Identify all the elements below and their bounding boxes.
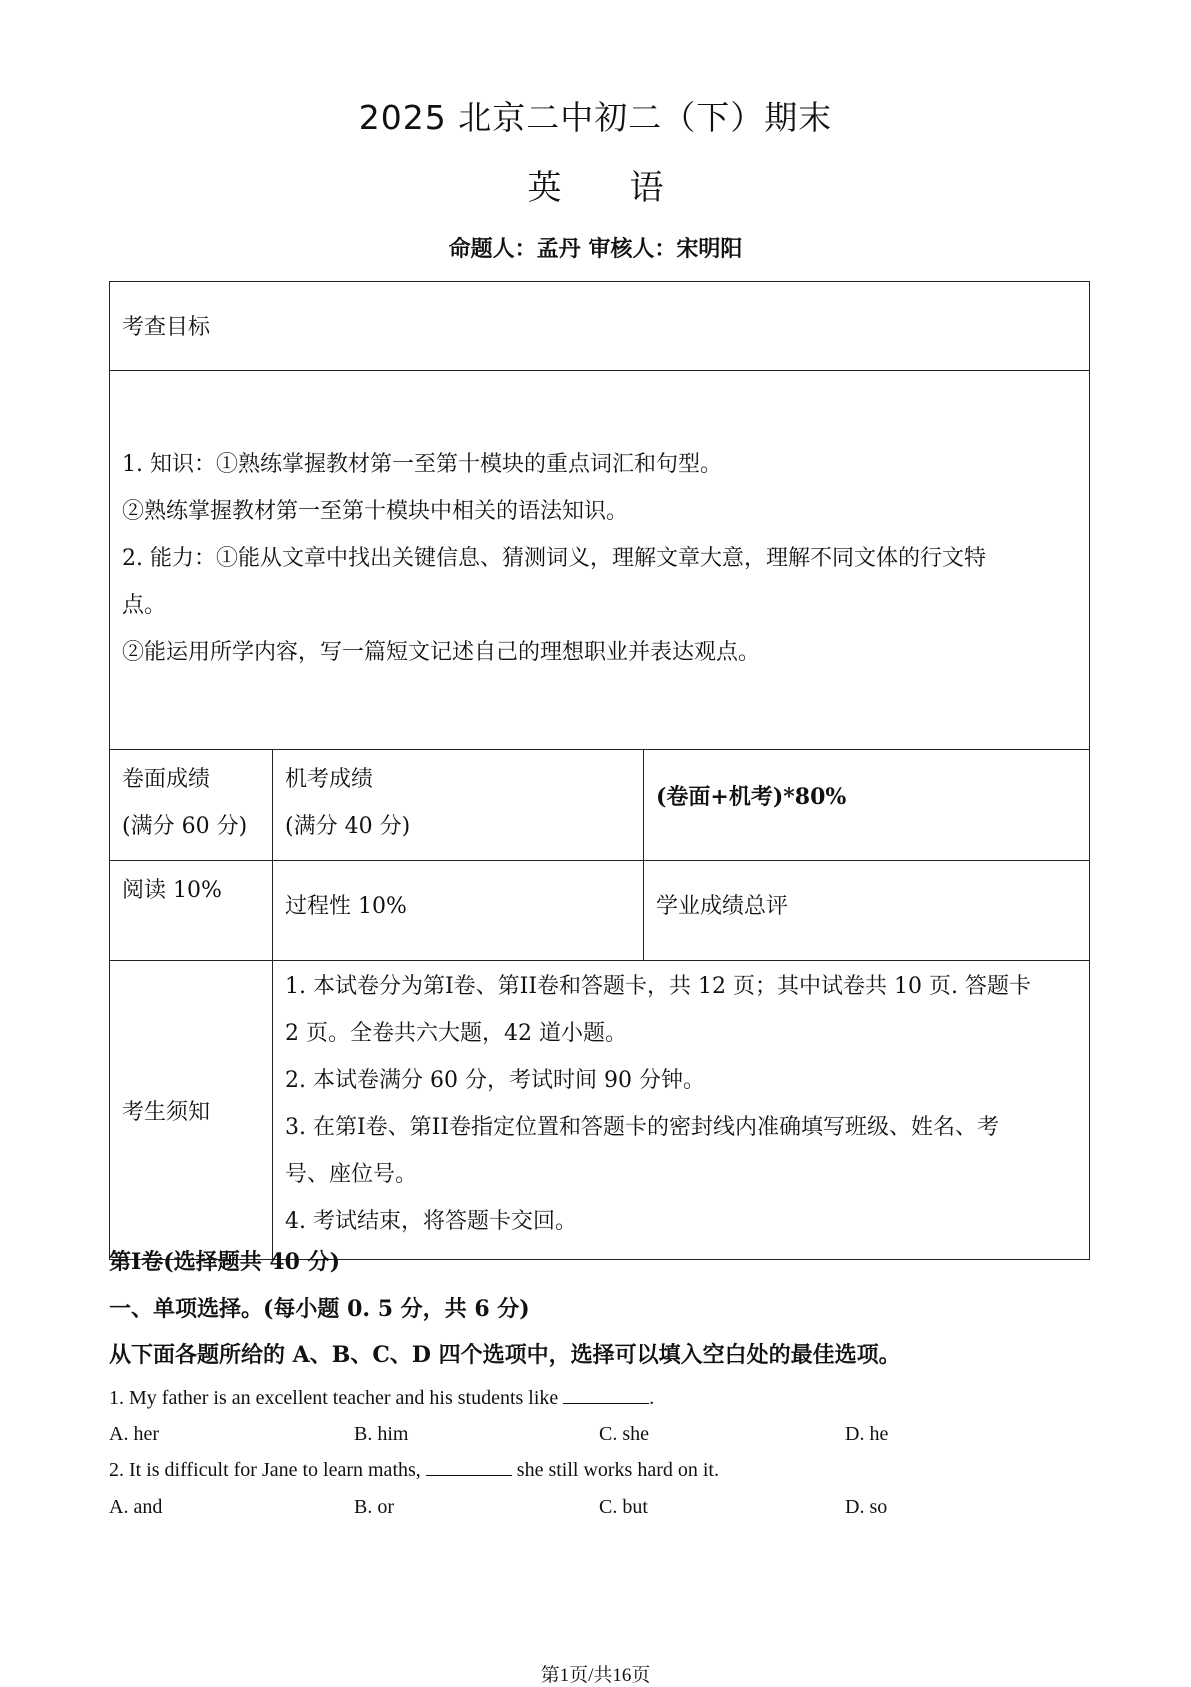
paper-score-label: 卷面成绩 (122, 767, 211, 792)
goal-line: 1. 知识：①熟练掌握教材第一至第十模块的重点词汇和句型。 (122, 452, 722, 477)
page-footer: 第1页/共16页 (540, 1665, 651, 1686)
machine-score-label: 机考成绩 (285, 767, 374, 792)
goal-line: 点。 (122, 593, 167, 618)
goal-line: 2. 能力：①能从文章中找出关键信息、猜测词义，理解文章大意，理解不同文体的行文特 (122, 546, 986, 571)
option-b: B. or (354, 1496, 394, 1518)
goal-label: 考查目标 (122, 315, 211, 340)
option-a: A. and (109, 1496, 163, 1518)
paper-score-cell (110, 750, 273, 861)
goal-label-cell (110, 282, 1090, 371)
answer-blank (426, 1461, 512, 1476)
subject-char-2: 语 (629, 168, 664, 208)
overall-cell (644, 861, 1090, 961)
question-stem: 1. My father is an excellent teacher and his students like (109, 1387, 559, 1409)
option-d: D. he (845, 1423, 889, 1445)
option-d: D. so (845, 1496, 888, 1518)
notice-label: 考生须知 (122, 1099, 211, 1125)
goal-line: ②能运用所学内容，写一篇短文记述自己的理想职业并表达观点。 (122, 640, 761, 665)
option-c: C. she (599, 1423, 649, 1445)
subject-title (0, 160, 1191, 209)
notice-line: 号、座位号。 (285, 1162, 418, 1187)
process-weight: 过程性 10% (285, 894, 407, 919)
goal-body-cell (110, 371, 1090, 750)
exam-title: 2025 北京二中初二（下）期末 (358, 98, 833, 137)
notice-line: 2. 本试卷满分 60 分，考试时间 90 分钟。 (285, 1068, 705, 1093)
question-stem: 2. It is difficult for Jane to learn maths, (109, 1459, 421, 1481)
option-b: B. him (354, 1423, 409, 1445)
notice-line: 4. 考试结束，将答题卡交回。 (285, 1209, 577, 1234)
exam-info-table (109, 281, 1090, 1260)
notice-line: 3. 在第I卷、第II卷指定位置和答题卡的密封线内准确填写班级、姓名、考 (285, 1115, 1000, 1140)
option-a: A. her (109, 1423, 159, 1445)
authors-line: 命题人：孟丹 审核人：宋明阳 (448, 236, 743, 262)
goal-line: ②熟练掌握教材第一至第十模块中相关的语法知识。 (122, 499, 629, 524)
reading-weight: 阅读 10% (122, 878, 222, 903)
overall-evaluation: 学业成绩总评 (656, 894, 789, 919)
process-cell (273, 861, 644, 961)
notice-list (285, 961, 1077, 1245)
goal-list (122, 371, 1077, 676)
answer-blank (563, 1389, 649, 1404)
part1-heading: 第I卷(选择题共 40 分) (109, 1249, 341, 1275)
section-instruction: 从下面各题所给的 A、B、C、D 四个选项中，选择可以填入空白处的最佳选项。 (109, 1342, 901, 1368)
question-2 (109, 1459, 719, 1482)
notice-line: 2 页。全卷共六大题，42 道小题。 (285, 1021, 627, 1046)
notice-body-cell (273, 961, 1090, 1260)
formula-cell (644, 750, 1090, 861)
section-title: 一、单项选择。(每小题 0. 5 分，共 6 分) (109, 1296, 530, 1322)
question-1 (109, 1387, 654, 1410)
question-stem-end: . (649, 1387, 655, 1409)
machine-score-cell (273, 750, 644, 861)
subject-char-1: 英 (527, 168, 562, 208)
notice-line: 1. 本试卷分为第I卷、第II卷和答题卡，共 12 页；其中试卷共 10 页. 答题卡 (285, 974, 1032, 999)
score-formula: (卷面+机考)*80% (656, 784, 847, 810)
reading-cell (110, 861, 273, 961)
notice-label-cell (110, 961, 273, 1260)
paper-score-full: (满分 60 分) (122, 814, 248, 839)
machine-score-full: (满分 40 分) (285, 814, 411, 839)
option-c: C. but (599, 1496, 648, 1518)
question-stem-end: she still works hard on it. (516, 1459, 719, 1481)
